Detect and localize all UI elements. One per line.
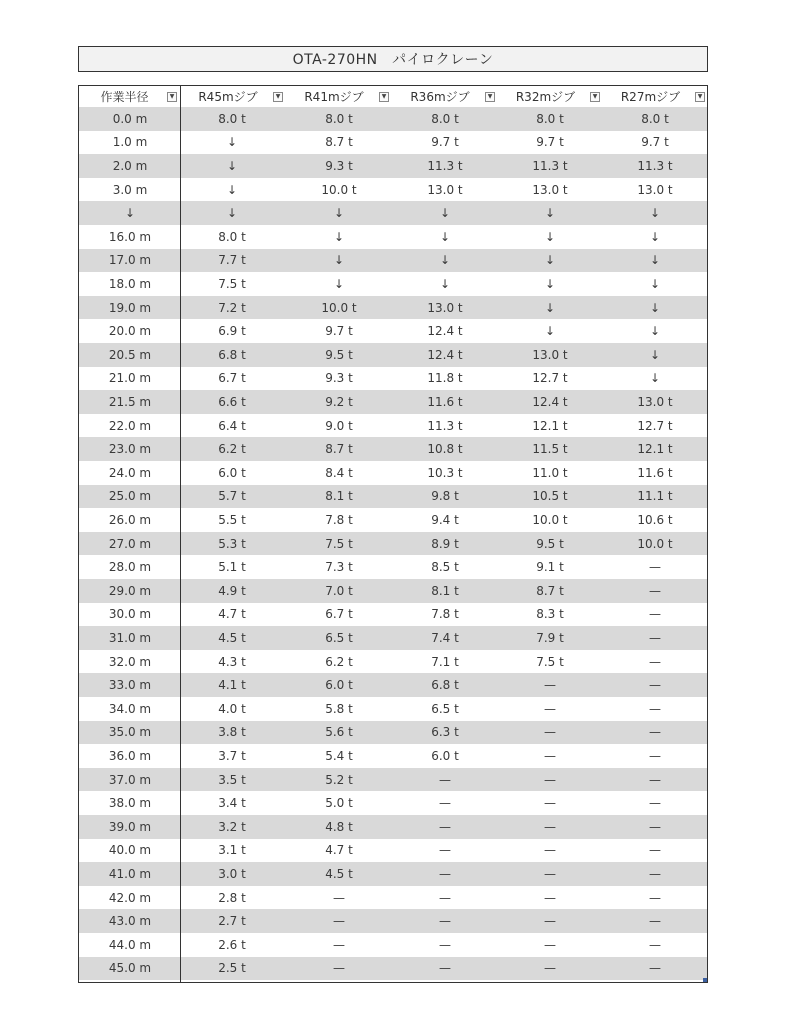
filter-dropdown-icon[interactable]: ▼ [485,92,495,102]
capacity-cell: 8.1 t [325,489,353,504]
capacity-cell: 8.7 t [325,135,353,150]
filter-dropdown-icon[interactable]: ▼ [379,92,389,102]
column-header-label: 作業半径 [100,90,149,104]
capacity-cell: — [649,796,661,811]
capacity-cell: 3.7 t [218,748,246,763]
capacity-cell: — [439,961,451,976]
radius-cell: 36.0 m [108,748,152,763]
capacity-cell: 5.1 t [218,560,246,575]
table-row [79,154,707,178]
capacity-cell: 3.0 t [218,866,246,881]
capacity-cell: ↓ [226,206,238,221]
capacity-cell: 6.4 t [218,418,246,433]
capacity-cell: 11.3 t [427,158,463,173]
capacity-cell: ↓ [439,253,451,268]
capacity-cell: 9.3 t [325,371,353,386]
radius-cell: 34.0 m [108,701,152,716]
capacity-cell: 2.8 t [218,890,246,905]
capacity-cell: 4.8 t [325,819,353,834]
capacity-cell: ↓ [333,276,345,291]
capacity-cell: 4.0 t [218,701,246,716]
capacity-cell: 8.1 t [431,583,459,598]
radius-cell: 20.5 m [108,347,152,362]
capacity-cell: — [439,937,451,952]
radius-cell: 25.0 m [108,489,152,504]
capacity-cell: 7.7 t [218,253,246,268]
capacity-cell: 11.1 t [637,489,673,504]
radius-cell: 32.0 m [108,654,152,669]
capacity-cell: ↓ [333,229,345,244]
capacity-cell: ↓ [226,158,238,173]
capacity-cell: 8.0 t [536,111,564,126]
capacity-cell: 8.3 t [536,607,564,622]
capacity-cell: 7.2 t [218,300,246,315]
column-header-label: R36mジブ [410,90,470,104]
column-header [180,86,286,107]
table-row [79,957,707,981]
column-header-label: R27mジブ [620,90,681,104]
capacity-cell: — [649,678,661,693]
capacity-cell: — [649,890,661,905]
capacity-cell: — [439,772,451,787]
capacity-cell: 2.7 t [218,914,246,929]
radius-cell: 45.0 m [108,961,152,976]
capacity-cell: — [649,630,661,645]
capacity-cell: 4.7 t [325,843,353,858]
capacity-cell: ↓ [544,206,556,221]
capacity-cell: — [544,748,556,763]
filter-dropdown-icon[interactable]: ▼ [590,92,600,102]
column-divider [180,86,181,982]
capacity-cell: ↓ [649,371,661,386]
capacity-cell: — [649,654,661,669]
capacity-cell: 6.5 t [431,701,459,716]
table-row [79,249,707,273]
radius-cell: 38.0 m [108,796,152,811]
capacity-cell: 11.6 t [637,465,673,480]
capacity-cell: 8.0 t [431,111,459,126]
table-title: OTA-270HN パイロクレーン [78,46,708,72]
capacity-cell: ↓ [649,253,661,268]
capacity-cell: 7.3 t [325,560,353,575]
table-row [79,343,707,367]
capacity-cell: 13.0 t [532,182,568,197]
radius-cell: 39.0 m [108,819,152,834]
capacity-cell: — [544,796,556,811]
capacity-cell: 4.5 t [325,866,353,881]
radius-cell: 19.0 m [108,300,152,315]
capacity-cell: ↓ [649,300,661,315]
capacity-cell: 5.7 t [218,489,246,504]
table-row [79,414,707,438]
load-chart-table [78,85,708,983]
capacity-cell: 11.3 t [637,158,673,173]
radius-cell: 22.0 m [108,418,152,433]
capacity-cell: 9.4 t [431,512,459,527]
table-row [79,201,707,225]
radius-cell: ↓ [124,206,136,221]
capacity-cell: 6.7 t [325,607,353,622]
capacity-cell: — [439,819,451,834]
capacity-cell: — [333,890,345,905]
table-row [79,815,707,839]
capacity-cell: 7.8 t [431,607,459,622]
capacity-cell: 10.3 t [427,465,463,480]
radius-cell: 27.0 m [108,536,152,551]
capacity-cell: — [649,937,661,952]
capacity-cell: 8.4 t [325,465,353,480]
table-row [79,791,707,815]
capacity-cell: — [333,914,345,929]
capacity-cell: — [649,961,661,976]
capacity-cell: — [439,890,451,905]
capacity-cell: 10.0 t [321,300,357,315]
capacity-cell: ↓ [333,206,345,221]
radius-cell: 37.0 m [108,772,152,787]
radius-cell: 28.0 m [108,560,152,575]
capacity-cell: 6.9 t [218,324,246,339]
capacity-cell: ↓ [226,135,238,150]
capacity-cell: 5.5 t [218,512,246,527]
capacity-cell: ↓ [544,324,556,339]
capacity-cell: — [544,937,556,952]
table-row [79,107,707,131]
radius-cell: 44.0 m [108,937,152,952]
capacity-cell: — [649,914,661,929]
capacity-cell: — [544,961,556,976]
capacity-cell: 7.1 t [431,654,459,669]
capacity-cell: 4.3 t [218,654,246,669]
capacity-cell: 7.0 t [325,583,353,598]
capacity-cell: ↓ [439,206,451,221]
capacity-cell: 7.5 t [325,536,353,551]
table-row [79,933,707,957]
capacity-cell: 3.4 t [218,796,246,811]
capacity-cell: 9.5 t [536,536,564,551]
capacity-cell: 8.7 t [325,442,353,457]
radius-cell: 21.0 m [108,371,152,386]
capacity-cell: — [649,583,661,598]
resize-handle-icon[interactable] [703,978,707,982]
capacity-cell: 5.4 t [325,748,353,763]
capacity-cell: 4.5 t [218,630,246,645]
capacity-cell: ↓ [649,206,661,221]
table-row [79,673,707,697]
capacity-cell: 3.8 t [218,725,246,740]
capacity-cell: 6.2 t [218,442,246,457]
capacity-cell: — [544,819,556,834]
column-header-label: R32mジブ [515,90,576,104]
capacity-cell: — [649,748,661,763]
capacity-cell: — [649,843,661,858]
capacity-cell: 6.0 t [431,748,459,763]
column-header-label: R41mジブ [304,90,364,104]
capacity-cell: — [544,890,556,905]
table-row [79,603,707,627]
table-row [79,178,707,202]
capacity-cell: 6.3 t [431,725,459,740]
capacity-cell: 9.8 t [431,489,459,504]
capacity-cell: 13.0 t [637,394,673,409]
capacity-cell: — [333,961,345,976]
radius-cell: 30.0 m [108,607,152,622]
radius-cell: 26.0 m [108,512,152,527]
table-row [79,390,707,414]
capacity-cell: 12.4 t [427,347,463,362]
capacity-cell: — [649,819,661,834]
radius-cell: 23.0 m [108,442,152,457]
radius-cell: 3.0 m [112,182,148,197]
capacity-cell: 8.0 t [641,111,669,126]
capacity-cell: ↓ [333,253,345,268]
capacity-cell: — [439,866,451,881]
table-row [79,508,707,532]
table-row [79,744,707,768]
capacity-cell: — [649,725,661,740]
table-header-row [79,86,707,108]
capacity-cell: ↓ [544,300,556,315]
capacity-cell: 9.2 t [325,394,353,409]
capacity-cell: 13.0 t [427,182,463,197]
capacity-cell: — [544,725,556,740]
capacity-cell: 7.8 t [325,512,353,527]
capacity-cell: 4.9 t [218,583,246,598]
capacity-cell: 12.4 t [532,394,568,409]
capacity-cell: 4.7 t [218,607,246,622]
capacity-cell: 8.7 t [536,583,564,598]
capacity-cell: 10.6 t [637,512,673,527]
radius-cell: 41.0 m [108,866,152,881]
capacity-cell: ↓ [649,276,661,291]
radius-cell: 33.0 m [108,678,152,693]
table-row [79,461,707,485]
radius-cell: 0.0 m [112,111,148,126]
capacity-cell: 7.5 t [218,276,246,291]
capacity-cell: — [544,866,556,881]
capacity-cell: 8.0 t [325,111,353,126]
table-row [79,909,707,933]
capacity-cell: 4.1 t [218,678,246,693]
capacity-cell: 9.7 t [431,135,459,150]
capacity-cell: 5.8 t [325,701,353,716]
radius-cell: 18.0 m [108,276,152,291]
capacity-cell: 10.8 t [427,442,463,457]
capacity-cell: 5.2 t [325,772,353,787]
capacity-cell: 13.0 t [532,347,568,362]
table-row [79,367,707,391]
capacity-cell: — [439,843,451,858]
capacity-cell: 7.4 t [431,630,459,645]
capacity-cell: 6.6 t [218,394,246,409]
table-row [79,319,707,343]
capacity-cell: — [439,796,451,811]
radius-cell: 21.5 m [108,394,152,409]
capacity-cell: — [333,937,345,952]
capacity-cell: 11.0 t [532,465,568,480]
radius-cell: 1.0 m [112,135,148,150]
capacity-cell: 8.5 t [431,560,459,575]
capacity-cell: 3.1 t [218,843,246,858]
capacity-cell: 3.2 t [218,819,246,834]
radius-cell: 17.0 m [108,253,152,268]
table-row [79,579,707,603]
capacity-cell: 12.7 t [532,371,568,386]
capacity-cell: 11.5 t [532,442,568,457]
column-header [498,86,603,107]
capacity-cell: 6.7 t [218,371,246,386]
column-header [79,86,180,107]
capacity-cell: 6.0 t [325,678,353,693]
radius-cell: 35.0 m [108,725,152,740]
capacity-cell: 3.5 t [218,772,246,787]
capacity-cell: 6.8 t [218,347,246,362]
capacity-cell: ↓ [544,229,556,244]
column-header [286,86,392,107]
capacity-cell: ↓ [544,253,556,268]
column-header [392,86,498,107]
capacity-cell: 9.7 t [325,324,353,339]
capacity-cell: — [544,843,556,858]
radius-cell: 20.0 m [108,324,152,339]
capacity-cell: 2.5 t [218,961,246,976]
capacity-cell: 6.0 t [218,465,246,480]
capacity-cell: 12.1 t [532,418,568,433]
capacity-cell: ↓ [226,182,238,197]
table-row [79,437,707,461]
table-row [79,555,707,579]
capacity-cell: 5.6 t [325,725,353,740]
capacity-cell: 11.8 t [427,371,463,386]
table-row [79,839,707,863]
capacity-cell: ↓ [649,347,661,362]
table-row [79,650,707,674]
table-row [79,131,707,155]
capacity-cell: 8.0 t [218,229,246,244]
capacity-cell: 6.8 t [431,678,459,693]
capacity-cell: 9.7 t [641,135,669,150]
capacity-cell: 13.0 t [427,300,463,315]
capacity-cell: 10.5 t [532,489,568,504]
capacity-cell: 6.2 t [325,654,353,669]
radius-cell: 31.0 m [108,630,152,645]
capacity-cell: 6.5 t [325,630,353,645]
capacity-cell: 8.9 t [431,536,459,551]
column-header [603,86,708,107]
capacity-cell: 10.0 t [637,536,673,551]
filter-dropdown-icon[interactable]: ▼ [695,92,705,102]
capacity-cell: 12.4 t [427,324,463,339]
capacity-cell: 12.1 t [637,442,673,457]
capacity-cell: — [649,772,661,787]
capacity-cell: — [649,866,661,881]
radius-cell: 16.0 m [108,229,152,244]
capacity-cell: 11.3 t [532,158,568,173]
capacity-cell: 2.6 t [218,937,246,952]
capacity-cell: 9.1 t [536,560,564,575]
radius-cell: 2.0 m [112,158,148,173]
capacity-cell: — [544,678,556,693]
capacity-cell: — [544,772,556,787]
table-row [79,626,707,650]
capacity-cell: ↓ [439,276,451,291]
capacity-cell: 9.3 t [325,158,353,173]
capacity-cell: ↓ [439,229,451,244]
table-row [79,532,707,556]
capacity-cell: 8.0 t [218,111,246,126]
capacity-cell: 7.9 t [536,630,564,645]
capacity-cell: 5.0 t [325,796,353,811]
capacity-cell: 10.0 t [321,182,357,197]
capacity-cell: 12.7 t [637,418,673,433]
table-row [79,225,707,249]
table-row [79,721,707,745]
column-header-label: R45mジブ [198,90,258,104]
capacity-cell: — [544,914,556,929]
capacity-cell: 13.0 t [637,182,673,197]
capacity-cell: 9.5 t [325,347,353,362]
capacity-cell: — [544,701,556,716]
table-row [79,296,707,320]
filter-dropdown-icon[interactable]: ▼ [273,92,283,102]
radius-cell: 29.0 m [108,583,152,598]
capacity-cell: 10.0 t [532,512,568,527]
capacity-cell: ↓ [649,229,661,244]
capacity-cell: 7.5 t [536,654,564,669]
radius-cell: 43.0 m [108,914,152,929]
capacity-cell: — [439,914,451,929]
capacity-cell: 5.3 t [218,536,246,551]
capacity-cell: — [649,607,661,622]
capacity-cell: ↓ [649,324,661,339]
capacity-cell: — [649,560,661,575]
table-row [79,768,707,792]
radius-cell: 40.0 m [108,843,152,858]
table-row [79,272,707,296]
capacity-cell: 9.0 t [325,418,353,433]
radius-cell: 24.0 m [108,465,152,480]
filter-dropdown-icon[interactable]: ▼ [167,92,177,102]
table-row [79,697,707,721]
table-row [79,886,707,910]
capacity-cell: 11.3 t [427,418,463,433]
capacity-cell: 11.6 t [427,394,463,409]
capacity-cell: — [649,701,661,716]
table-row [79,485,707,509]
capacity-cell: 9.7 t [536,135,564,150]
capacity-cell: ↓ [544,276,556,291]
radius-cell: 42.0 m [108,890,152,905]
table-row [79,862,707,886]
